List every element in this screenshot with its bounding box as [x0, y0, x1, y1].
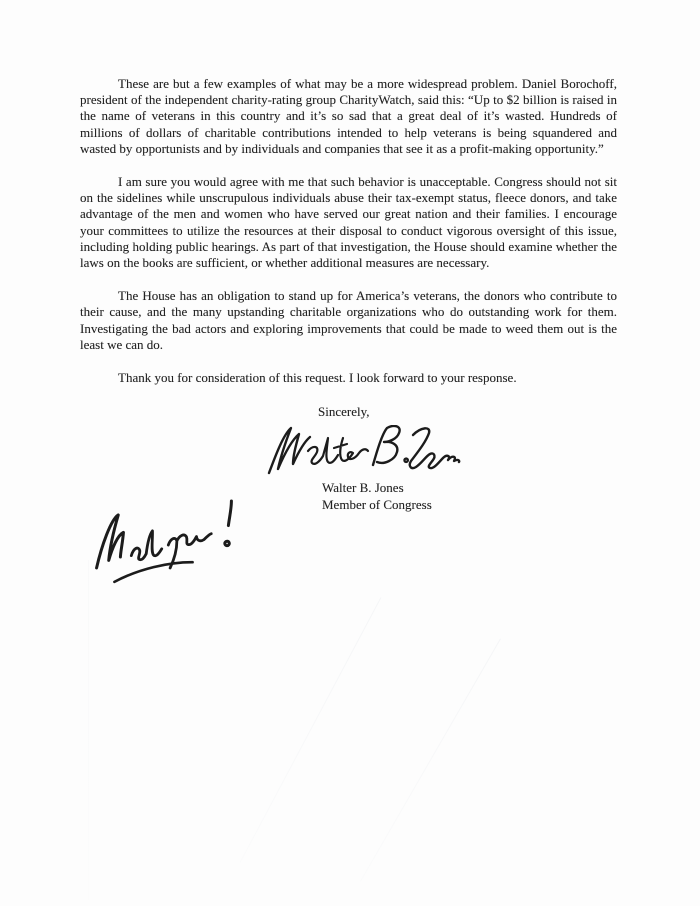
- signature-walter-b-jones-handwriting: [266, 425, 464, 477]
- scan-artifact: [88, 560, 89, 900]
- paragraph-congress-oversight: I am sure you would agree with me that such behavior is unacceptable. Congress should not sit on the sidelines while unscrupulous individuals abuse their tax-exempt status, fleece donors, and take advantage of the men and women who have served our great nation and their families. I encourage your committees to utilize the resources at their disposal to conduct vigorous oversight of this issue, including holding public hearings. As part of that investigation, the House should examine whether the laws on the books are sufficient, or whether additional measures are necessary.: [80, 174, 617, 271]
- scan-artifact: [240, 597, 382, 862]
- paragraph-charitywatch-quote: These are but a few examples of what may be a more widespread problem. Daniel Borochoff, president of the independent charity-rating group CharityWatch, said this: “Up to $2 billion is raised in the name of veterans in this country and it’s so sad that a great deal of it’s wasted. Hundreds of millions of dollars of charitable contributions intended to help veterans is being squandered and wasted by opportunists and by individuals and companies that see it as a profit-making opportunity.”: [80, 76, 617, 156]
- signer-title: Member of Congress: [322, 496, 432, 512]
- valediction: Sincerely,: [318, 404, 370, 420]
- paragraph-house-obligation: The House has an obligation to stand up for America’s veterans, the donors who contribute to their cause, and the many upstanding charitable organizations who do outstanding work for them. Investigating the bad actors and exploring improvements that could be made to weed them out is the least we can do.: [80, 288, 617, 352]
- paragraph-thank-you-request: Thank you for consideration of this request. I look forward to your response.: [118, 370, 517, 386]
- letter-body: [80, 76, 617, 513]
- signature-block: [322, 480, 617, 513]
- signature-script: [266, 425, 617, 477]
- signer-name: Walter B. Jones: [322, 480, 404, 496]
- scan-artifact: [360, 639, 501, 882]
